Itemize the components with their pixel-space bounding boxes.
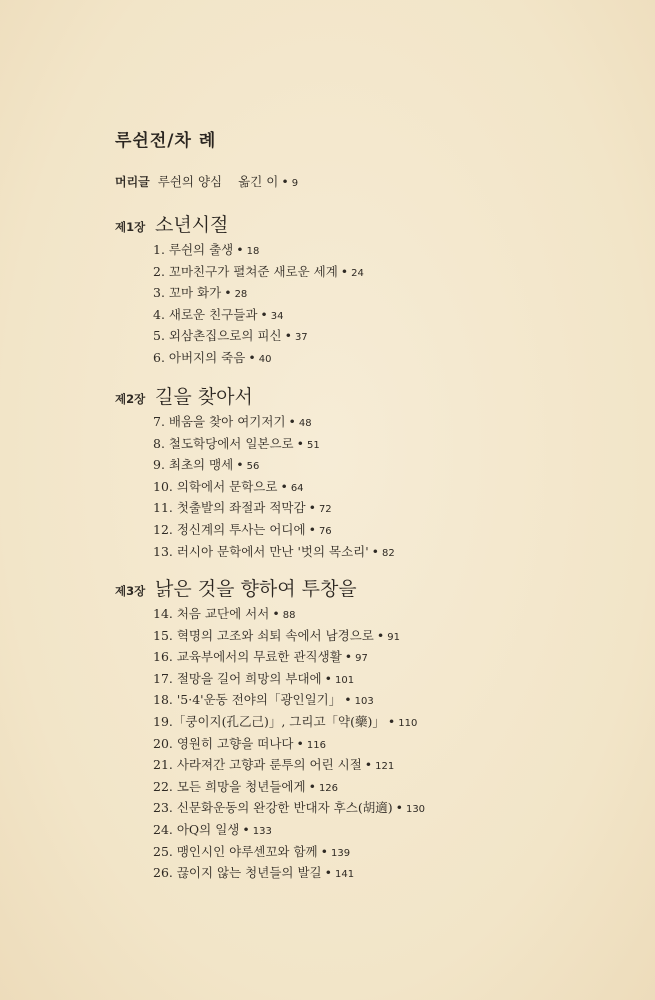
preface-page: 9: [291, 178, 299, 189]
leader-dot: •: [344, 649, 353, 665]
entry-page: 103: [354, 696, 374, 708]
toc-entry: [153, 603, 425, 625]
toc-entry: [153, 689, 425, 711]
toc-entry: [153, 454, 395, 476]
entry-text: 23. 신문화운동의 완강한 반대자 후스(胡適): [153, 800, 393, 816]
entry-page: 37: [294, 332, 308, 344]
toc-entry: [153, 541, 395, 563]
entry-page: 64: [290, 482, 304, 494]
toc-entry: [153, 733, 425, 755]
entry-page: 18: [246, 246, 260, 257]
entry-page: 101: [334, 674, 355, 686]
entry-text: 14. 처음 교단에 서서: [153, 606, 270, 621]
toc-entry: [153, 325, 364, 347]
toc-entry: [153, 497, 395, 519]
entry-text: 25. 맹인시인 야루센꼬와 함께: [153, 843, 318, 859]
leader-dot: •: [296, 435, 304, 451]
toc-entry: [153, 819, 425, 841]
entry-page: 24: [351, 267, 364, 279]
entry-page: 126: [318, 782, 339, 794]
entry-text: 18. '5·4'운동 전야의「광인일기」: [153, 692, 342, 708]
entry-text: 19.「쿵이지(孔乙己)」, 그리고「약(藥)」: [153, 713, 385, 729]
toc-entry: [153, 754, 425, 776]
leader-dot: •: [320, 843, 328, 859]
entry-text: 17. 절망을 길어 희망의 부대에: [153, 670, 322, 686]
leader-dot: •: [224, 285, 232, 301]
leader-dot: •: [248, 349, 256, 365]
leader-dot: •: [387, 713, 396, 729]
entry-page: 121: [375, 761, 395, 773]
toc-entry: [153, 519, 395, 541]
chapter-2: [115, 382, 395, 562]
entry-page: 82: [382, 547, 395, 559]
toc-entry: [153, 711, 425, 733]
toc-entry: [153, 411, 395, 433]
leader-dot: •: [280, 478, 288, 494]
entry-page: 40: [258, 353, 272, 365]
entry-text: 1. 루쉰의 출생: [153, 242, 234, 257]
leader-dot: •: [308, 500, 316, 516]
entry-page: 76: [318, 525, 332, 537]
entry-text: 13. 러시아 문학에서 만난 '벗의 목소리': [153, 543, 369, 559]
toc-entry: [153, 776, 425, 798]
leader-dot: •: [236, 242, 244, 257]
entry-text: 16. 교육부에서의 무료한 관직생활: [153, 649, 342, 665]
toc-entry: [153, 261, 364, 283]
entry-text: 7. 배움을 찾아 여기저기: [153, 414, 286, 429]
leader-dot: •: [281, 174, 289, 189]
chapter-title: 길을 찾아서: [155, 386, 253, 408]
entry-page: 28: [234, 289, 248, 301]
leader-dot: •: [344, 692, 352, 708]
entry-text: 21. 사라져간 고향과 룬투의 어린 시절: [153, 757, 362, 773]
chapter-1-items: [153, 239, 364, 369]
entry-text: 8. 철도학당에서 일본으로: [153, 435, 294, 451]
entry-text: 11. 첫출발의 좌절과 적막감: [153, 500, 306, 516]
entry-page: 141: [334, 869, 355, 881]
leader-dot: •: [242, 821, 250, 837]
preface-label: 머리글: [115, 175, 150, 189]
entry-text: 20. 영원히 고향을 떠나다: [153, 735, 294, 751]
toc-entry: [153, 668, 425, 690]
leader-dot: •: [308, 778, 316, 794]
entry-page: 133: [252, 825, 272, 837]
entry-text: 10. 의학에서 문학으로: [153, 478, 278, 494]
entry-page: 56: [246, 461, 260, 473]
entry-page: 88: [282, 610, 296, 621]
entry-text: 12. 정신계의 투사는 어디에: [153, 521, 306, 537]
chapter-3-items: [153, 603, 425, 884]
leader-dot: •: [371, 543, 380, 559]
entry-page: 130: [405, 804, 426, 816]
entry-page: 72: [318, 504, 332, 516]
leader-dot: •: [324, 670, 332, 686]
entry-text: 3. 꼬마 화가: [153, 285, 222, 301]
entry-page: 139: [331, 847, 351, 859]
preface-entry: [115, 172, 298, 190]
leader-dot: •: [284, 328, 292, 344]
leader-dot: •: [288, 414, 296, 429]
leader-dot: •: [260, 306, 268, 322]
leader-dot: •: [296, 735, 304, 751]
leader-dot: •: [364, 757, 373, 773]
leader-dot: •: [308, 521, 316, 537]
toc-entry: [153, 797, 425, 819]
entry-page: 91: [387, 631, 400, 643]
toc-title: 루쉰전/차 례: [115, 131, 217, 151]
entry-text: 24. 아Q의 일생: [153, 821, 240, 837]
leader-dot: •: [272, 606, 280, 621]
entry-page: 48: [298, 418, 312, 429]
entry-page: 110: [398, 717, 418, 729]
leader-dot: •: [324, 865, 332, 881]
preface-text: 루쉰의 양심: [157, 174, 223, 189]
toc-entry: [153, 841, 425, 863]
chapter-number: 제1장: [115, 220, 146, 234]
entry-text: 6. 아버지의 죽음: [153, 349, 246, 365]
chapter-title: 낡은 것을 향하여 투창을: [155, 578, 357, 600]
leader-dot: •: [236, 457, 244, 473]
toc-entry: [153, 433, 395, 455]
toc-entry: [153, 239, 364, 261]
chapter-2-items: [153, 411, 395, 562]
preface-translator: 옮긴 이: [238, 174, 279, 189]
chapter-number: 제3장: [115, 584, 146, 598]
entry-text: 15. 혁명의 고조와 쇠퇴 속에서 남경으로: [153, 627, 374, 643]
entry-text: 26. 끊이지 않는 청년들의 발길: [153, 865, 322, 881]
chapter-heading: [115, 210, 364, 237]
chapter-3: [115, 574, 425, 884]
leader-dot: •: [340, 263, 349, 279]
entry-text: 22. 모든 희망을 청년들에게: [153, 778, 306, 794]
toc-entry: [153, 347, 364, 369]
entry-page: 34: [270, 310, 284, 322]
toc-entry: [153, 625, 425, 647]
chapter-heading: [115, 382, 395, 409]
chapter-heading: [115, 574, 425, 601]
toc-entry: [153, 646, 425, 668]
chapter-number: 제2장: [115, 392, 146, 406]
toc-entry: [153, 862, 425, 884]
entry-page: 51: [307, 439, 320, 451]
toc-entry: [153, 476, 395, 498]
entry-text: 2. 꼬마친구가 펼쳐준 새로운 세계: [153, 263, 338, 279]
toc-entry: [153, 282, 364, 304]
leader-dot: •: [395, 800, 403, 816]
chapter-1: [115, 210, 364, 369]
entry-text: 9. 최초의 맹세: [153, 457, 234, 473]
leader-dot: •: [376, 627, 385, 643]
chapter-title: 소년시절: [155, 214, 229, 236]
entry-text: 5. 외삼촌집으로의 피신: [153, 328, 282, 344]
entry-text: 4. 새로운 친구들과: [153, 306, 258, 322]
entry-page: 97: [355, 653, 368, 665]
toc-entry: [153, 304, 364, 326]
entry-page: 116: [306, 739, 326, 751]
